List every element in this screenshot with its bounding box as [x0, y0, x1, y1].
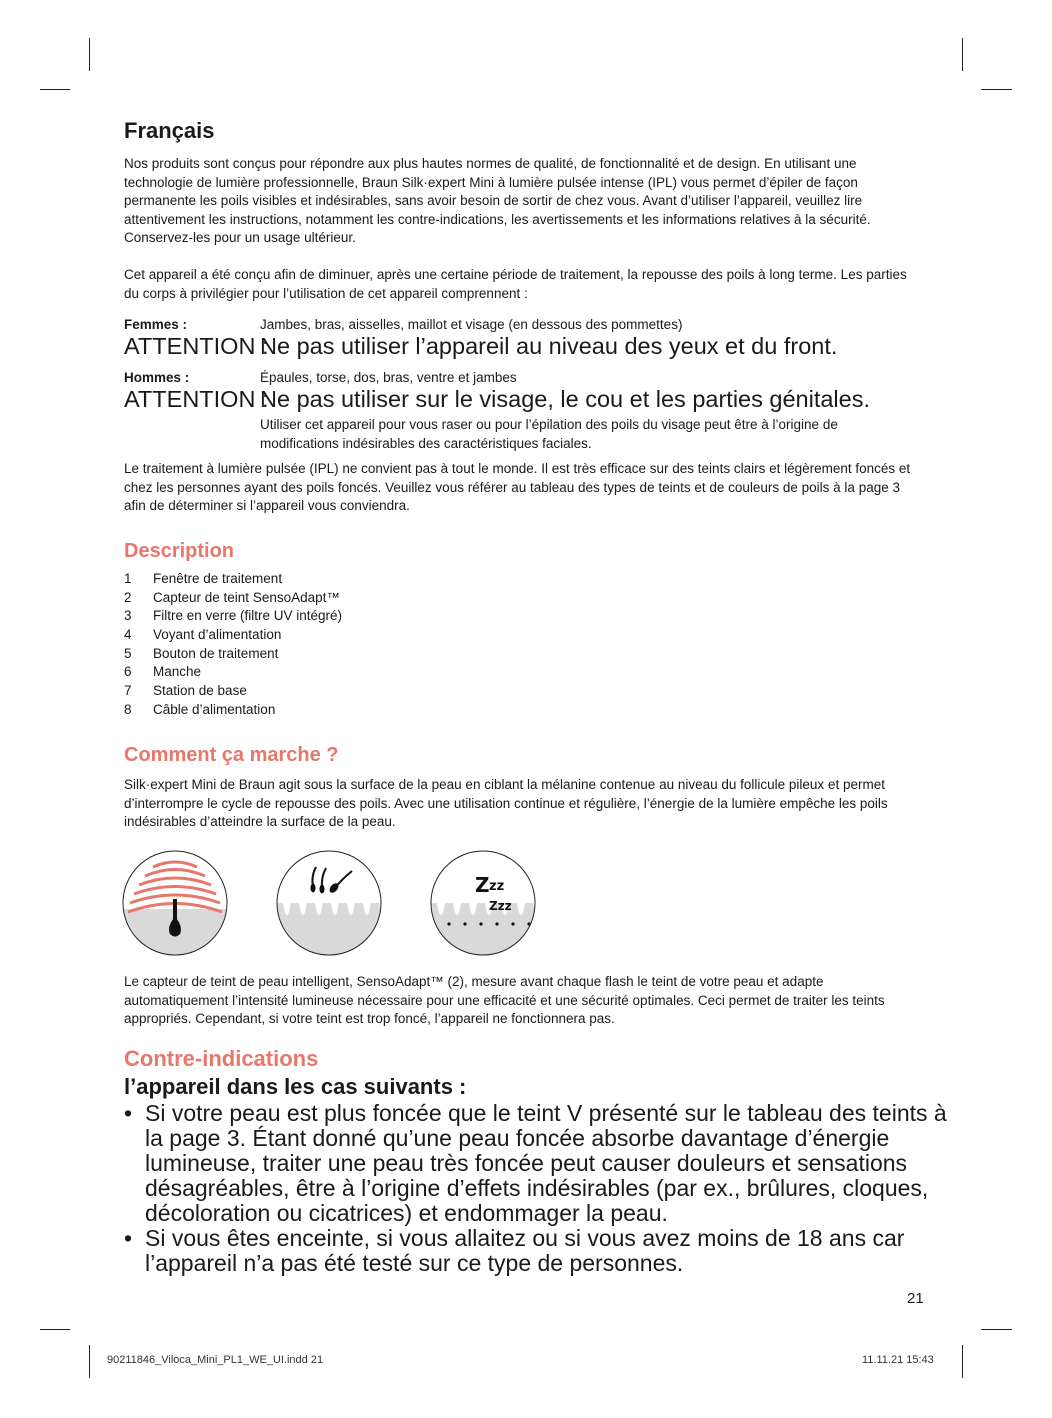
contraindications-heading: Contre-indications	[124, 1046, 319, 1071]
sleep-z-large: Z	[475, 873, 490, 897]
page-title: Français	[124, 118, 215, 143]
list-item: 3 Filtre en verre (filtre UV intégré)	[124, 608, 343, 624]
list-item: 6 Manche	[124, 664, 202, 680]
crop-mark	[89, 1345, 90, 1378]
page-number: 21	[907, 1290, 924, 1307]
how-it-works-paragraph: Silk·expert Mini de Braun agit sous la surface de la peau en ciblant la mélanine contenue au niveau du follicule pileux et permet d’interrompre le cycle de repousse des poils. Avec une utilisation continue et régulière, l’énergie de la lumière empêche les poils indésirables d’atteindre la surface de la peau.	[124, 777, 888, 830]
women-warning-label: ATTENTION :	[124, 333, 269, 359]
dormant-follicle-diagram	[425, 851, 540, 967]
hair-shaft	[173, 899, 177, 919]
men-shaving-note: Utiliser cet appareil pour vous raser ou pour l’épilation des poils du visage peut être à l’origine de modifications indésirables des caractéristiques faciales.	[260, 417, 838, 451]
sleep-zzz: Zzz	[489, 899, 512, 913]
contraindications-subtitle: l’appareil dans les cas suivants :	[124, 1074, 467, 1099]
contraindications-list	[124, 1101, 954, 1276]
list-item: 7 Station de base	[124, 683, 247, 699]
how-it-works-heading: Comment ça marche ?	[124, 744, 339, 766]
slug-filename: 90211846_Viloca_Mini_PL1_WE_UI.indd 21	[107, 1354, 324, 1366]
crop-mark	[40, 89, 70, 90]
description-heading: Description	[124, 540, 235, 562]
women-label: Femmes :	[124, 317, 188, 332]
bullet-icon: •	[124, 1225, 133, 1251]
ipl-suitability-paragraph: Le traitement à lumière pulsée (IPL) ne convient pas à tout le monde. Il est très efficace sur des teints clairs et légèrement foncés et chez les personnes ayant des poils foncés. Veuillez vous référer au tableau des types de teints et de couleurs de poils à la page 3 afin de déterminer si l’appareil vous conviendra.	[124, 461, 911, 514]
hair-removal-diagram	[270, 851, 390, 967]
crop-mark	[962, 38, 963, 71]
men-label: Hommes :	[124, 370, 190, 385]
sleep-z-small: zz	[489, 879, 505, 894]
men-areas: Épaules, torse, dos, bras, ventre et jambes	[260, 370, 517, 385]
crop-mark	[981, 1329, 1012, 1330]
list-item: 4 Voyant d’alimentation	[124, 627, 282, 643]
women-warning-text: Ne pas utiliser l’appareil au niveau des yeux et du front.	[260, 333, 838, 359]
women-areas: Jambes, bras, aisselles, maillot et visage (en dessous des pommettes)	[260, 317, 683, 332]
list-item: • Si votre peau est plus foncée que le teint V présenté sur le tableau des teints à la page 3. Étant donné qu’une peau foncée absorbe davantage d’énergie lumineuse, traiter une peau très foncée peut causer douleurs et sensations désagréables, être à l’origine d’effets indésirables (par ex., brûlures, cloques, décoloration ou cicatrices) et endommager la peau.	[124, 1100, 947, 1226]
bullet-icon: •	[124, 1100, 133, 1126]
slug-date: 11.11.21 15:43	[862, 1354, 934, 1366]
list-item: 5 Bouton de traitement	[124, 645, 279, 661]
light-pulse-diagram	[120, 851, 230, 967]
parts-list	[124, 570, 342, 720]
list-item: 2 Capteur de teint SensoAdapt™	[124, 589, 340, 605]
men-warning-text: Ne pas utiliser sur le visage, le cou et les parties génitales.	[260, 386, 871, 412]
list-item: 1 Fenêtre de traitement	[124, 571, 283, 586]
list-item: 8 Câble d’alimentation	[124, 701, 276, 717]
list-item: • Si vous êtes enceinte, si vous allaitez ou si vous avez moins de 18 ans car l’appareil n’a pas été testé sur ce type de personnes.	[124, 1225, 905, 1276]
purpose-paragraph: Cet appareil a été conçu afin de diminuer, après une certaine période de traitement, la repousse des poils à long terme. Les parties du corps à privilégier pour l’utilisation de cet appareil comprennent :	[124, 267, 907, 301]
hair-cycle-illustration	[120, 843, 540, 967]
crop-mark	[962, 1345, 963, 1378]
crop-mark	[40, 1329, 70, 1330]
crop-mark	[89, 38, 90, 71]
men-warning-label: ATTENTION :	[124, 386, 269, 412]
intro-paragraph: Nos produits sont conçus pour répondre aux plus hautes normes de qualité, de fonctionnalité et de design. En utilisant une technologie de lumière professionnelle, Braun Silk·expert Mini à lumière pulsée intense (IPL) vous permet d’épiler de façon permanente les poils visibles et indésirables, sans avoir besoin de sortir de chez vous. Avant d’utiliser l’appareil, veuillez lire attentivement les instructions, notamment les contre-indications, les avertissements et les informations relatives à la sécurité. Conservez-les pour un usage ultérieur.	[124, 156, 871, 246]
crop-mark	[981, 89, 1012, 90]
sensor-paragraph: Le capteur de teint de peau intelligent, SensoAdapt™ (2), mesure avant chaque flash le teint de votre peau et adapte automatiquement l’intensité lumineuse nécessaire pour une efficacité et une sécurité optimales. Ceci permet de traiter les teints appropriés. Cependant, si votre teint est trop foncé, l’appareil ne fonctionnera pas.	[124, 974, 885, 1027]
